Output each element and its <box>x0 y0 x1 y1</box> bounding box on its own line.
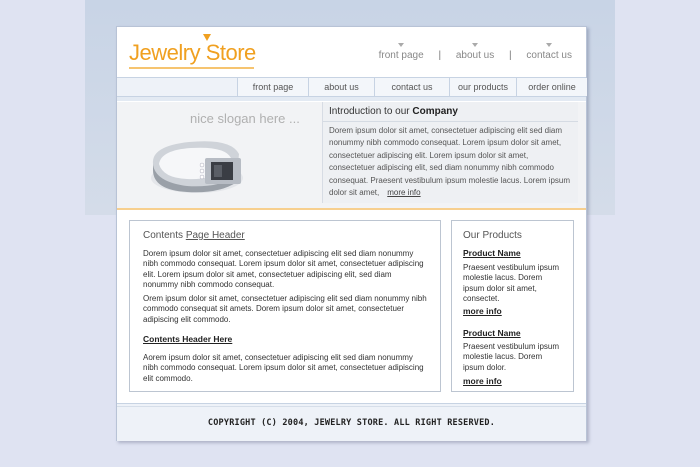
intro-text <box>329 125 575 199</box>
nav-front-page[interactable]: front page <box>237 78 308 96</box>
toplink-about-us[interactable]: about us <box>455 50 495 61</box>
contents-header-link[interactable]: Page Header <box>185 230 245 241</box>
toplink-separator: | <box>438 50 442 61</box>
products-title: Our Products <box>463 230 522 241</box>
logo-word-store: Store <box>205 40 256 65</box>
slogan: nice slogan here ... <box>190 111 300 126</box>
product-more-info-link[interactable]: more info <box>463 376 502 386</box>
nav-underbar <box>117 97 586 101</box>
ring-image <box>139 124 279 204</box>
banner-divider <box>117 208 586 210</box>
intro-title-prefix: Introduction to our <box>329 106 410 117</box>
toplink-contact-us[interactable]: contact us <box>526 50 572 61</box>
site-logo[interactable] <box>129 40 256 66</box>
contents-box <box>129 220 441 392</box>
intro-title-bold: Company <box>412 106 458 117</box>
intro-panel <box>322 102 578 203</box>
contents-paragraph-2: Orem ipsum dolor sit amet, consectetuer adipiscing elit sed diam nonummy nibh commodo consequat sit amets. Dorem ipsum dolor sit amet, consectetuer adipiscing elit commodo. <box>143 294 427 324</box>
toplink-front-page[interactable]: front page <box>378 50 424 61</box>
intro-more-info-link[interactable]: more info <box>387 188 421 198</box>
logo-underline <box>129 67 254 69</box>
logo-word-jewelry: Jewelry <box>129 40 201 65</box>
nav-contact-us[interactable]: contact us <box>374 78 449 96</box>
copyright-text: COPYRIGHT (C) 2004, JEWELRY STORE. ALL RIGHT RESERVED. <box>207 418 496 428</box>
gem-icon <box>203 34 211 41</box>
contents-sub-header[interactable]: Contents Header Here <box>143 334 233 344</box>
nav-order-online[interactable]: order online <box>516 78 587 96</box>
main-nav <box>117 77 586 97</box>
product-name-link[interactable]: Product Name <box>463 248 521 258</box>
intro-divider <box>323 121 578 122</box>
contents-paragraph-1: Dorem ipsum dolor sit amet, consectetuer adipiscing elit sed diam nonummy nibh commodo consequat. Lorem ipsum dolor sit amet, consectetuer adipiscing elit. Lorem ipsum dolor sit amet, consectetuer adipiscing elit, sed diam nonummy nibh commodo consequat. <box>143 249 424 290</box>
product-description: Praesent vestibulum ipsum molestie lacus. Dorem ipsum dolor sit amet, consectet. <box>463 263 560 304</box>
banner <box>117 102 586 208</box>
footer <box>117 403 586 441</box>
intro-body: Dorem ipsum dolor sit amet, consectetuer adipiscing elit sed diam nonummy nibh commodo consequat. Lorem ipsum dolor sit amet, consectetuer adipiscing elit. Lorem ipsum dolor sit amet, consectetuer adipiscing elit, sed diam nonummy nibh commodo consequat. Praesent vestibulum ipsum molestie lacus. Lorem ipsum dolor sit amet, <box>329 126 570 198</box>
nav-our-products[interactable]: our products <box>449 78 516 96</box>
product-description: Praesent vestibulum ipsum molestie lacus. Dorem ipsum dolor. <box>463 342 560 372</box>
intro-title <box>329 106 458 117</box>
products-box <box>451 220 574 392</box>
nav-about-us[interactable]: about us <box>308 78 374 96</box>
website-page <box>116 26 587 441</box>
toplink-separator: | <box>509 50 512 61</box>
top-links <box>379 50 572 61</box>
product-name-link[interactable]: Product Name <box>463 328 521 338</box>
contents-paragraph-3: Aorem ipsum dolor sit amet, consectetuer adipiscing elit sed diam nonummy nibh commodo consequat. Lorem ipsum dolor sit amet, consectetuer adipiscing elit commodo. <box>143 353 424 383</box>
product-more-info-link[interactable]: more info <box>463 306 502 316</box>
contents-header <box>143 230 245 241</box>
contents-header-prefix: Contents <box>143 230 184 241</box>
footer-rule <box>117 406 586 407</box>
